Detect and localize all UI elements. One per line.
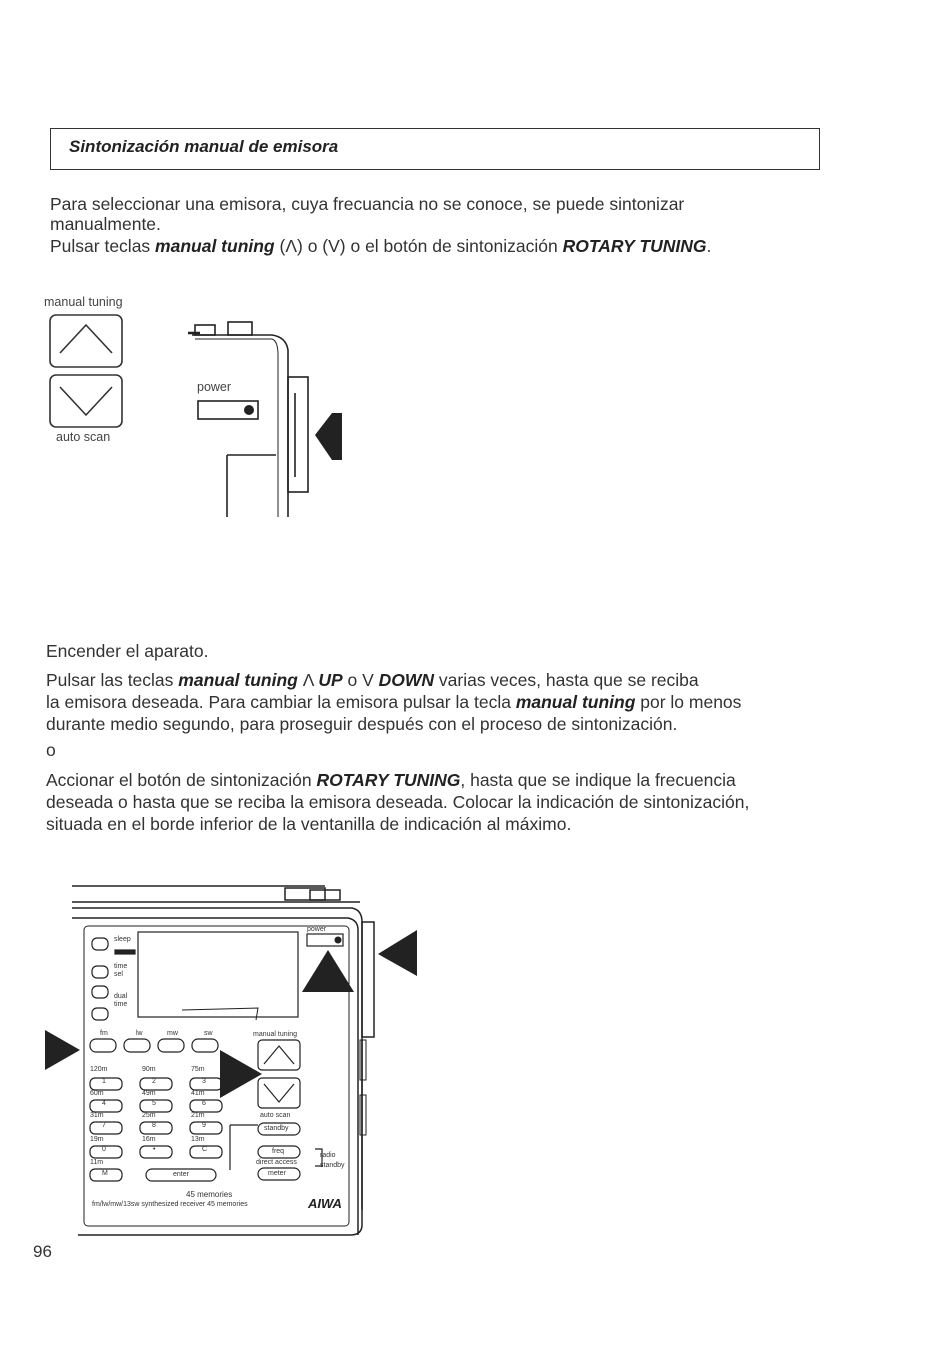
rotary-pointer-arrow-icon [378,930,417,976]
key-band-label: 41m [191,1090,205,1097]
intro-line-2: manualmente. [50,214,161,234]
figure-1-tuning-buttons [40,305,380,530]
body-p2-line1: Pulsar las teclas manual tuning Λ UP o V DOWN varias veces, hasta que se reciba [46,670,699,690]
key-number: 6 [202,1100,206,1107]
key-number: 7 [102,1122,106,1129]
fig2-standby2-label: standby [320,1162,345,1169]
fig2-sleep-label: sleep [114,936,131,943]
key-number: 5 [152,1100,156,1107]
key-number: 2 [152,1078,156,1085]
power-pointer-arrow-icon [302,950,354,992]
body-p3-line2: deseada o hasta que se reciba la emisora deseada. Colocar la indicación de sintonización, [46,792,750,812]
page-number: 96 [33,1242,52,1261]
intro-line-3: Pulsar teclas manual tuning (Λ) o (V) o el botón de sintonización ROTARY TUNING. [50,236,712,256]
key-band-label: 31m [90,1112,104,1119]
key-band-label: 13m [191,1136,205,1143]
radio-side-outline [188,322,308,517]
fig2-power-label: power [307,926,327,933]
band-label-sw: sw [204,1030,213,1037]
fig2-manual-tuning-label: manual tuning [253,1031,297,1038]
fig2-auto-scan-label: auto scan [260,1112,291,1119]
fig2-radio-label: radio [320,1152,336,1159]
key-number: • [153,1146,156,1153]
key-band-label: 60m [90,1090,104,1097]
key-band-label: 16m [142,1136,156,1143]
band-label-lw: lw [136,1030,143,1037]
key-number: C [202,1146,208,1153]
section-title: Sintonización manual de emisora [69,137,339,156]
body-p3-line1: Accionar el botón de sintonización ROTARY TUNING, hasta que se indique la frecuencia [46,770,736,790]
up-arrow-icon [50,315,122,367]
fig2-dual-time-label: dual time [114,993,128,1008]
body-p2-line3: durante medio segundo, para proseguir después con el proceso de sintonización. [46,714,678,734]
body-p2-line2: la emisora deseada. Para cambiar la emisora pulsar la tecla manual tuning por lo menos [46,692,742,712]
manual-tuning-label: manual tuning [44,295,123,309]
body-or: o [46,740,56,760]
key-number: 4 [102,1100,106,1107]
key-band-label: 90m [142,1066,156,1073]
key-band-label: 49m [142,1090,156,1097]
auto-scan-label: auto scan [56,430,111,444]
section-title-box [50,128,820,170]
tuning-pointer-arrow-icon [220,1050,262,1098]
key-number: 0 [102,1146,106,1153]
fig2-caption: fm/lw/mw/13sw synthesized receiver 45 memories [92,1201,248,1208]
key-band-label: 21m [191,1112,205,1119]
fm-pointer-arrow-icon [45,1030,80,1070]
fig2-meter-label: meter [268,1170,286,1177]
body-p3-line3: situada en el borde inferior de la ventanilla de indicación al máximo. [46,814,572,834]
band-label-mw: mw [167,1030,178,1037]
key-band-label: 25m [142,1112,156,1119]
power-label: power [197,380,232,394]
key-number: 1 [102,1078,106,1085]
key-number: 8 [152,1122,156,1129]
key-band-label: 120m [90,1066,108,1073]
band-label-fm: fm [100,1030,108,1037]
intro-line-1: Para seleccionar una emisora, cuya frecuancia no se conoce, se puede sintonizar [50,194,685,214]
key-band-label: 11m [90,1159,104,1166]
fig2-standby-label: standby [264,1125,289,1132]
down-arrow-icon [50,375,122,427]
fig2-direct-access-label: direct access [256,1159,297,1166]
key-band-label: 19m [90,1136,104,1143]
fig2-time-sel-label: time sel [114,963,128,978]
key-number: 9 [202,1122,206,1129]
brand-logo: AIWA [308,1196,342,1211]
key-m: M [102,1170,108,1177]
power-switch-knob [244,405,254,415]
power-indicator-dot [335,937,342,944]
body-p1: Encender el aparato. [46,641,209,661]
fig2-memories-label: 45 memories [186,1190,233,1199]
rotary-arrow-icon [315,413,342,460]
fig2-freq-label: freq [272,1148,285,1155]
fig2-enter-label: enter [173,1171,189,1178]
figure-2-radio-panel [40,880,440,1240]
key-number: 3 [202,1078,206,1085]
key-band-label: 75m [191,1066,205,1073]
